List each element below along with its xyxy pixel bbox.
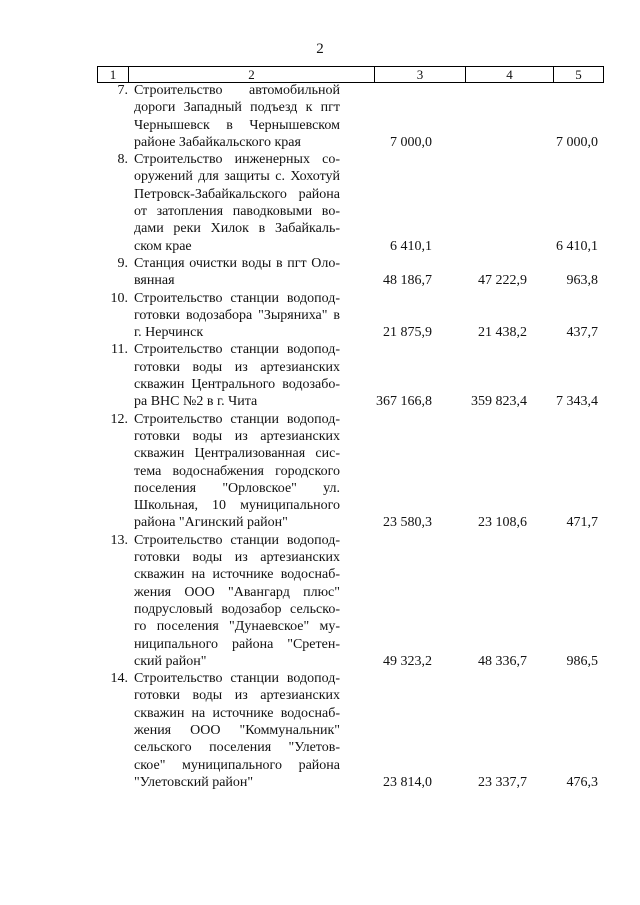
value-col-4: 21 438,2: [478, 325, 527, 341]
value-col-5: 471,7: [566, 515, 598, 531]
description-line: жения ООО "Коммунальник": [134, 723, 340, 739]
value-col-3: 48 186,7: [383, 273, 432, 289]
description-line: Чернышевск в Чернышевском: [134, 117, 340, 133]
description-line: готовки воды из артезианских: [134, 688, 340, 704]
description-line: от затопления паводковыми во-: [134, 204, 340, 220]
table-row: [0, 411, 640, 532]
row-number: 9.: [117, 255, 128, 271]
description-line: Строительство станции водопод-: [134, 671, 340, 687]
row-description: [134, 532, 340, 670]
value-col-5: 7 343,4: [556, 394, 598, 410]
value-col-4: 359 823,4: [471, 394, 527, 410]
row-values: [0, 238, 640, 255]
description-line: ский район": [134, 653, 207, 669]
description-line: ское" муниципального района: [134, 757, 340, 773]
row-values: [0, 774, 640, 791]
description-line: Строительство станции водопод-: [134, 290, 340, 306]
header-col-5: 5: [575, 67, 582, 82]
description-line: жения ООО "Авангард плюс": [134, 584, 340, 600]
description-line: го поселения "Дунаевское" му-: [134, 619, 340, 635]
description-line: скважин Централизованная сис-: [134, 446, 340, 462]
description-line: Строительство автомобильной: [134, 83, 340, 98]
description-line: Школьная, 10 муниципального: [134, 498, 340, 514]
value-col-4: 47 222,9: [478, 273, 527, 289]
description-line: готовки воды из артезианских: [134, 359, 340, 375]
header-col-4: 4: [466, 67, 554, 82]
table-header: [97, 66, 604, 83]
description-line: сельского поселения "Улетов-: [134, 740, 340, 756]
value-col-3: 23 580,3: [383, 515, 432, 531]
description-line: скважин на источнике водоснаб-: [134, 567, 340, 583]
description-line: готовки воды из артезианских: [134, 428, 340, 444]
description-line: готовки воды из артезианских: [134, 550, 340, 566]
table-row: [0, 82, 640, 151]
description-line: скважин Центрального водозабо-: [134, 377, 340, 393]
description-line: ском крае: [134, 238, 192, 254]
table-row: [0, 255, 640, 290]
value-col-5: 963,8: [566, 273, 598, 289]
header-col-2: 2: [129, 67, 375, 82]
value-col-4: 23 337,7: [478, 774, 527, 790]
description-line: Строительство станции водопод-: [134, 342, 340, 358]
row-number: 11.: [111, 342, 128, 358]
value-col-5: 7 000,0: [556, 134, 598, 150]
description-line: оружений для защиты с. Хохотуй: [134, 169, 340, 185]
value-col-3: 21 875,9: [383, 325, 432, 341]
description-line: района "Агинский район": [134, 515, 288, 531]
row-number: 7.: [117, 83, 128, 98]
description-line: подрусловый водозабор сельско-: [134, 601, 340, 617]
description-line: Строительство станции водопод-: [134, 532, 340, 548]
row-number: 10.: [110, 290, 128, 306]
value-col-5: 6 410,1: [556, 238, 598, 254]
description-line: дороги Западный подъезд к пгт: [134, 100, 340, 116]
table-row: [0, 341, 640, 410]
row-values: [0, 324, 640, 341]
row-values: [0, 134, 640, 151]
table-row: [0, 151, 640, 255]
value-col-4: 23 108,6: [478, 515, 527, 531]
row-number: 13.: [110, 532, 128, 548]
description-line: ниципального района "Сретен-: [134, 636, 340, 652]
table-row: [0, 532, 640, 670]
row-number: 14.: [110, 671, 128, 687]
row-values: [0, 272, 640, 289]
value-col-3: 6 410,1: [390, 238, 432, 254]
table-row: [0, 290, 640, 342]
description-line: Строительство станции водопод-: [134, 411, 340, 427]
row-values: [0, 393, 640, 410]
header-col-3: 3: [375, 67, 466, 82]
description-line: Петровск-Забайкальского района: [134, 186, 340, 202]
description-line: тема водоснабжения городского: [134, 463, 340, 479]
value-col-3: 49 323,2: [383, 653, 432, 669]
description-line: Станция очистки воды в пгт Оло-: [134, 255, 340, 271]
header-col-1: 1: [98, 67, 129, 82]
value-col-5: 437,7: [566, 325, 598, 341]
description-line: ра ВНС №2 в г. Чита: [134, 394, 258, 410]
row-number: 8.: [117, 152, 128, 168]
description-line: скважин на источнике водоснаб-: [134, 705, 340, 721]
description-line: Строительство инженерных со-: [134, 152, 340, 168]
row-number: 12.: [110, 411, 128, 427]
description-line: "Улетовский район": [134, 774, 254, 790]
value-col-5: 986,5: [566, 653, 598, 669]
row-values: [0, 514, 640, 531]
value-col-5: 476,3: [566, 774, 598, 790]
description-line: готовки водозабора "Зыряниха" в: [134, 307, 340, 323]
description-line: районе Забайкальского края: [134, 134, 301, 150]
description-line: г. Нерчинск: [134, 325, 204, 341]
value-col-3: 7 000,0: [390, 134, 432, 150]
table-row: [0, 670, 640, 791]
page-number: 2: [316, 41, 324, 57]
value-col-3: 23 814,0: [383, 774, 432, 790]
description-line: дами реки Хилок в Забайкаль-: [134, 221, 340, 237]
description-line: поселения "Орловское" ул.: [134, 480, 340, 496]
table-body: [0, 82, 640, 791]
value-col-3: 367 166,8: [376, 394, 432, 410]
value-col-4: 48 336,7: [478, 653, 527, 669]
description-line: вянная: [134, 273, 175, 289]
row-values: [0, 653, 640, 670]
